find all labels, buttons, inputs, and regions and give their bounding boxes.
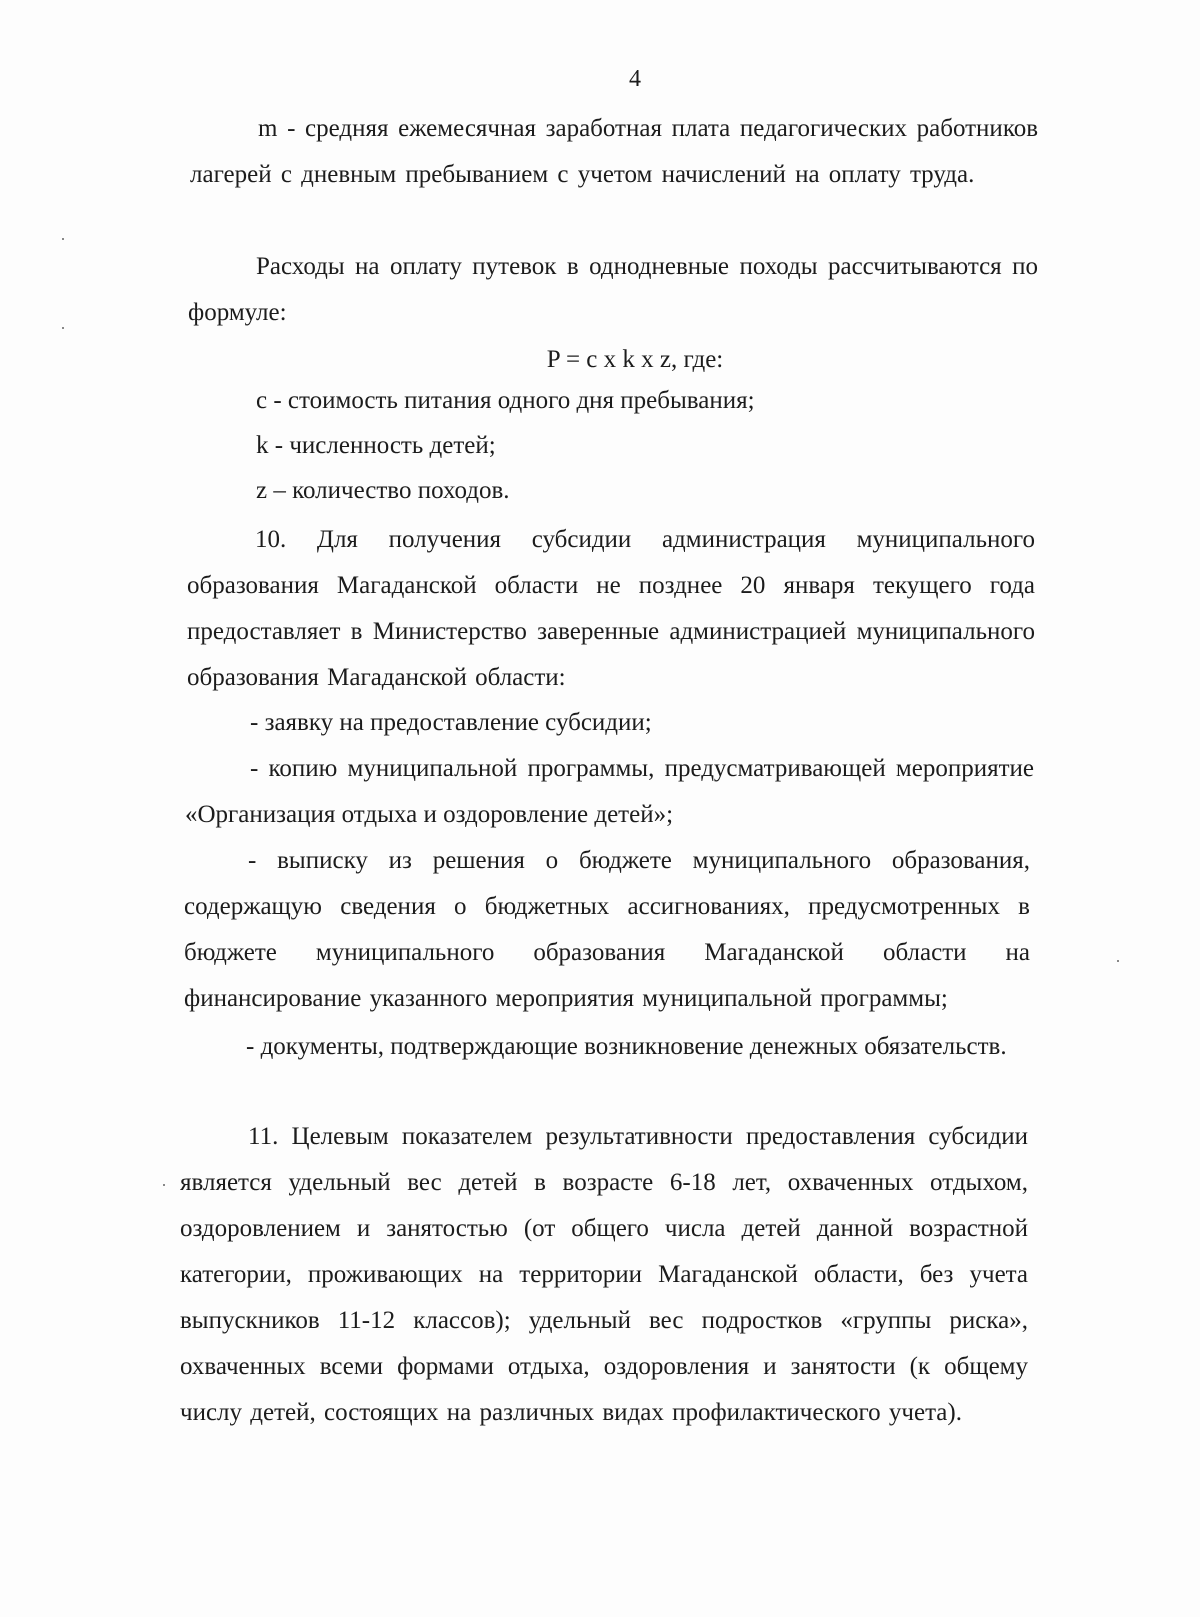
paragraph-item-11: 11. Целевым показателем результативности предоставления субсидии является удельный вес детей в возрасте 6-18 лет, охваченных отдыхом, оздоровлением и занятостью (от общего числа детей данной возрастной категории, проживающих на территории Магаданской области, без учета выпускников 11-12 классов); удельный вес подростков «группы риска», охваченных всеми формами отдыха, оздоровления и занятости (к общему числу детей, состоящих на различных видах профилактического учета).	[180, 1123, 1028, 1426]
scan-speck	[163, 1184, 165, 1186]
paragraph-item-10: 10. Для получения субсидии администрация муниципального образования Магаданской области не позднее 20 января текущего года предоставляет в Министерство заверенные администрацией муниципального образования Магаданской области:	[187, 526, 1035, 691]
scan-speck	[62, 327, 64, 329]
bullet-program-copy: - копию муниципальной программы, предусматривающей мероприятие «Организация отдыха и оздоровление детей»;	[185, 755, 1034, 828]
formula: P = c x k x z, где:	[546, 346, 724, 373]
bullet-budget-extract: - выписку из решения о бюджете муниципального образования, содержащую сведения о бюджетных ассигнованиях, предусмотренных в бюджете муниципального образования Магаданской области на финансирование указанного мероприятия муниципальной программы;	[184, 847, 1030, 1012]
paragraph-m-definition: m - средняя ежемесячная заработная плата педагогических работников лагерей с дневным пребыванием с учетом начислений на оплату труда.	[190, 115, 1038, 188]
scan-speck	[1117, 960, 1119, 962]
bullet-application: - заявку на предоставление субсидии;	[250, 709, 652, 736]
bullet-documents: - документы, подтверждающие возникновение денежных обязательств.	[246, 1033, 1007, 1060]
definition-c: c - стоимость питания одного дня пребывания;	[256, 387, 755, 414]
definition-z: z – количество походов.	[256, 477, 510, 504]
page-number: 4	[629, 66, 641, 92]
definition-k: k - численность детей;	[256, 432, 496, 459]
scan-speck	[62, 238, 64, 240]
paragraph-expenses-intro: Расходы на оплату путевок в однодневные походы рассчитываются по формуле:	[188, 253, 1038, 326]
